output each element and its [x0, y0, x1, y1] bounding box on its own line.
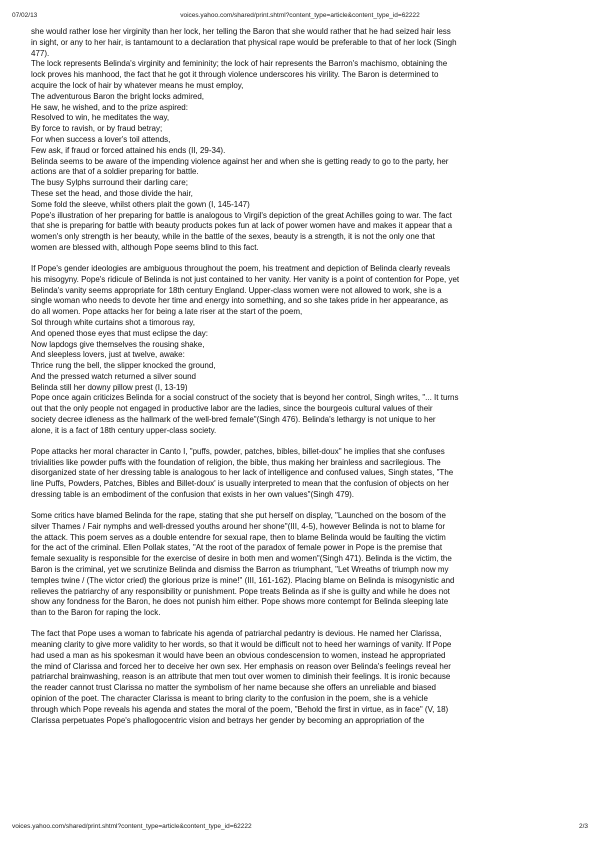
text-line: his misogyny. Pope's ridicule of Belinda is not just contained to her vanity. Her vanity is a point of contention for Pope, yet	[31, 274, 460, 284]
text-line: patriarchal brainwashing, reason is an attribute that men tout over women to diminish their feelings. It is ironic because	[31, 672, 451, 682]
text-line: meaning clarity to give more validity to her words, so that it would be difficult not to heed her warnings of vanity. If Pope	[31, 639, 452, 649]
text-line: Belinda seems to be aware of the impending violence against her and when she is getting ready to go to the party, her	[31, 156, 449, 166]
text-line: Sol through white curtains shot a timorous ray,	[31, 317, 195, 327]
text-line: The fact that Pope uses a woman to fabricate his agenda of patriarchal pedantry is devious. He named her Clarissa,	[31, 629, 442, 639]
text-line: Pope once again criticizes Belinda for a social construct of the society that is beyond her control, Singh writes, "... It turns	[31, 393, 459, 403]
paragraph-gap	[31, 619, 569, 629]
text-line: Belinda still her downy pillow prest (I, 13-19)	[31, 382, 188, 392]
text-line: she would rather lose her virginity than her lock, her telling the Baron that she would rather that he had seized hair less	[31, 27, 451, 36]
text-line: society decree idleness as the hallmark of the well-bred female"(Singh 476). Belinda's lethargy is not unique to her	[31, 415, 436, 425]
text-line: dressing table is an embodiment of the confusion that exists in her own values"(Singh 479).	[31, 490, 355, 500]
text-line: lock proves his manhood, the fact that he got it through violence underscores his virility. The Baron is determined to	[31, 70, 439, 80]
text-line: Some critics have blamed Belinda for the rape, stating that she put herself on display, "Launched on the bosom of the	[31, 511, 446, 521]
paragraph-gap	[31, 437, 569, 447]
text-line: than to the Baron for raping the lock.	[31, 608, 161, 618]
text-line: the mind of Clarissa and forced her to deceive her own sex. Her emphasis on reason over Belinda's feelings reveal her	[31, 661, 451, 671]
text-line: The adventurous Baron the bright locks admired,	[31, 91, 204, 101]
text-line: He saw, he wished, and to the prize aspired:	[31, 102, 188, 112]
text-line: Belinda's vanity seems appropriate for 18th century England. Upper-class women were not allowed to work, she is a	[31, 285, 442, 295]
article-body	[31, 27, 569, 726]
text-line: silver Thames / Fair nymphs and well-dressed youths around her shone"(III, 4-5), however Belinda is not to blame for	[31, 521, 445, 531]
text-line: single woman who needs to devote her time and energy into something, and so she takes pride in her appearance, as	[31, 296, 449, 306]
text-line: female sexuality is responsible for the exercise of desire in both men and women"(Singh 471). Belinda is the victim, the	[31, 554, 452, 564]
text-line: And sleepless lovers, just at twelve, awake:	[31, 350, 185, 360]
text-line: Clarissa perpetuates Pope's phallogocentric vision and betrays her gender by becoming an appropriation of the	[31, 715, 425, 725]
text-line: Now lapdogs give themselves the rousing shake,	[31, 339, 205, 349]
text-line: If Pope's gender ideologies are ambiguous throughout the poem, his treatment and depiction of Belinda clearly reveals	[31, 263, 451, 273]
text-line: disorganized state of her dressing table is analogous to her lack of intelligence and confused values, Singh states, "The	[31, 468, 454, 478]
print-url-header: voices.yahoo.com/shared/print.shtml?content_type=article&content_type_id=62222	[180, 12, 420, 19]
text-line: actions are that of a soldier preparing for battle.	[31, 167, 199, 177]
paragraph-gap	[31, 254, 569, 264]
text-line: For when success a lover's toil attends,	[31, 134, 171, 144]
text-line: through which Pope reveals his agenda and states the moral of the poem, "Behold the first in virtue, as in face" (V, 18)	[31, 704, 449, 714]
text-line: Baron is the criminal, yet we scrutinize Belinda and dismiss the Barron as triumphant, "Let Wreaths of triumph now my	[31, 565, 449, 575]
print-date: 07/02/13	[12, 12, 38, 19]
text-line: opinion of the poet. The character Clarissa is meant to bring clarity to the confusion in the poem, she is a vehicle	[31, 693, 428, 703]
text-line: Resolved to win, he meditates the way,	[31, 113, 170, 123]
text-line: The busy Sylphs surround their darling care;	[31, 178, 188, 188]
print-header	[12, 11, 588, 21]
text-line: Pope attacks her moral character in Canto I, "puffs, powder, patches, bibles, billet-doux" he implies that she confuses	[31, 446, 445, 456]
text-line: in sight, or any to her hair, is tantamount to a declaration that physical rape would be preferable to that of her lock (Singh	[31, 37, 457, 47]
text-line: out that the only people not engaged in productive labor are the ladies, since the bourgeois cultural values of their	[31, 404, 433, 414]
text-line: And the pressed watch returned a silver sound	[31, 371, 196, 381]
text-line: had used a man as his spokesman it would have been an obvious condescension to women, instead he appropriated	[31, 650, 446, 660]
text-line: By force to ravish, or by fraud betray;	[31, 124, 163, 134]
text-line: do all women. Pope attacks her for being a late riser at the start of the poem,	[31, 307, 303, 317]
text-line: show any fondness for the Baron, he does not punish him either. Pope shows more contempt for Belinda sleeping late	[31, 597, 449, 607]
text-line: women's only strength is her beauty, while in the battle of the sexes, beauty is a strength, it is not the only one that	[31, 232, 435, 242]
text-line: the attack. This poem serves as a double entendre for sexual rape, then to blame Belinda would be faulting the victim	[31, 532, 446, 542]
text-line: trivialities like powder puffs with the foundation of religion, the bible, thus making her brainless and sacrilegious. The	[31, 457, 441, 467]
text-line: Some fold the sleeve, whilst others plait the gown (I, 145-147)	[31, 199, 250, 209]
text-line: These set the head, and those divide the hair,	[31, 188, 193, 198]
text-line: relieves the patriarchy of any responsibility or punishment. Pope treats Belinda as if she is guilty and while he does not	[31, 586, 450, 596]
text-line: for the act of the criminal. Ellen Pollak states, "At the root of the paradox of female power in Pope is the premise that	[31, 543, 443, 553]
paragraph-gap	[31, 501, 569, 511]
text-line: temples twine / (The victor cried) the glorious prize is mine!" (III, 161-162). Placing blame on Belinda is misogynistic and	[31, 575, 455, 585]
text-line: women are blessed with, although Pope seems blind to this fact.	[31, 242, 259, 252]
text-line: alone, it is a fact of 18th century upper-class society.	[31, 425, 217, 435]
page-number: 2/3	[578, 823, 588, 830]
print-url-footer: voices.yahoo.com/shared/print.shtml?content_type=article&content_type_id=62222	[12, 823, 252, 830]
text-line: 477).	[31, 48, 50, 58]
text-line: Thrice rung the bell, the slipper knocked the ground,	[31, 361, 216, 371]
text-line: line Puffs, Powders, Patches, Bibles and Billet-doux' is usually interpreted to mean that the confusion of objects on her	[31, 479, 450, 489]
text-line: And opened those eyes that must eclipse the day:	[31, 328, 209, 338]
text-line: Few ask, if fraud or forced attained his ends (II, 29-34).	[31, 145, 226, 155]
text-line: the reader cannot trust Clarissa no matter the symbolism of her name because she offers an unreliable and biased	[31, 683, 436, 693]
text-line: Pope's illustration of her preparing for battle is analogous to Virgil's depiction of the great Achilles going to war. The fact	[31, 210, 452, 220]
print-footer	[12, 822, 588, 832]
text-line: The lock represents Belinda's virginity and femininity; the lock of hair represents the Barron's machismo, obtaining the	[31, 59, 448, 69]
text-line: acquire the lock of hair by whatever means he must employ,	[31, 80, 244, 90]
text-line: that she is preparing for battle with beauty products pokes fun at lack of power women have and makes it appear that a	[31, 221, 453, 231]
